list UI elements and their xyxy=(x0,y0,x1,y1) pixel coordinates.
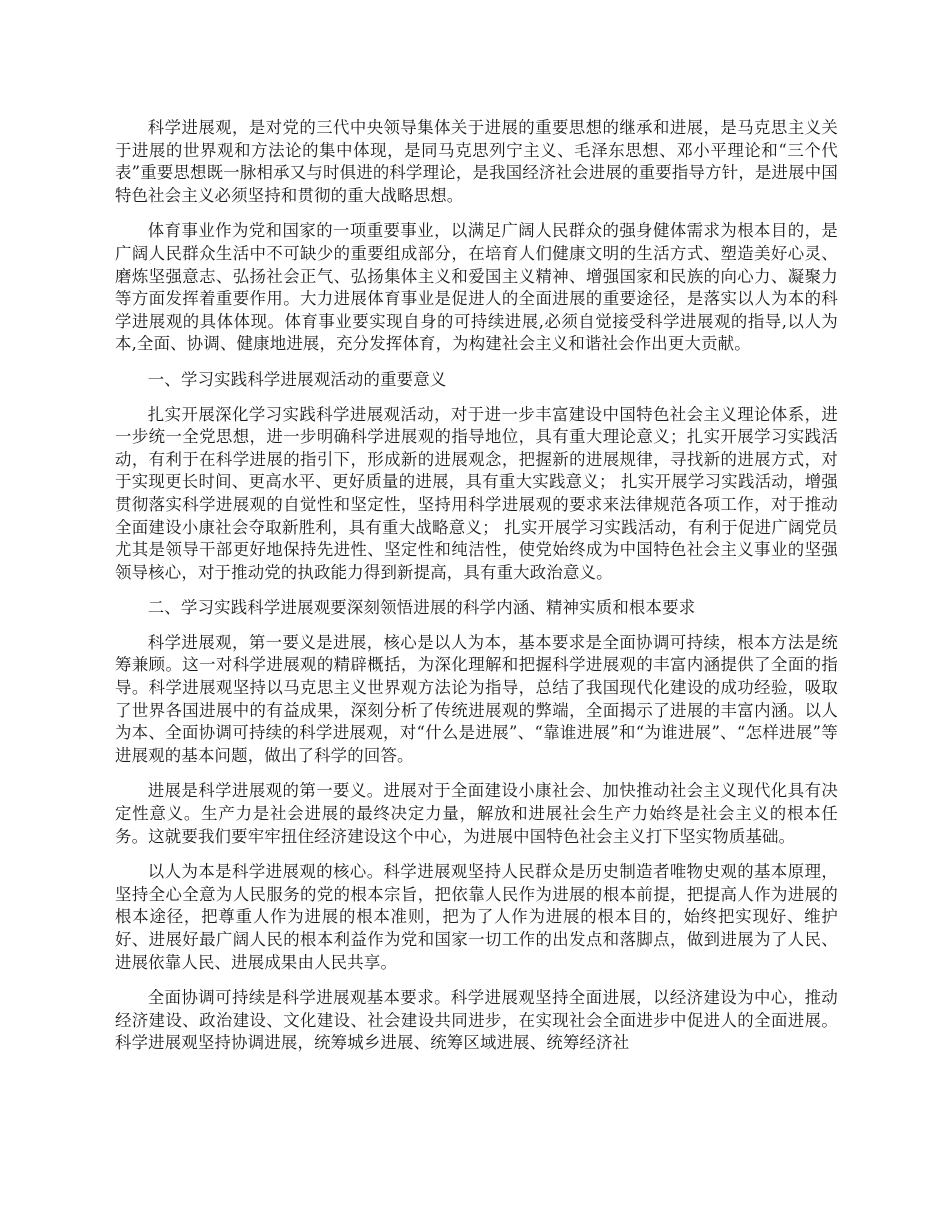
paragraph-sports-career: 体育事业作为党和国家的一项重要事业，以满足广阔人民群众的强身健体需求为根本目的，是广阔人民群众生活中不可缺少的重要组成部分，在培育人们健康文明的生活方式、塑造美好心灵、磨炼坚强意志、弘扬社会正气、弘扬集体主义和爱国主义精神、增强国家和民族的向心力、凝聚力等方面发挥着重要作用。大力进展体育事业是促进人的全面进展的重要途径，是落实以人为本的科学进展观的具体体现。体育事业要实现自身的可持续进展,必须自觉接受科学进展观的指导,以人为本,全面、协调、健康地进展，充分发挥体育，为构建社会主义和谐社会作出更大贡献。 xyxy=(115,221,838,354)
paragraph-significance: 扎实开展深化学习实践科学进展观活动，对于进一步丰富建设中国特色社会主义理论体系，进一步统一全党思想，进一步明确科学进展观的指导地位，具有重大理论意义；扎实开展学习实践活动，有利于在科学进展的指引下，形成新的进展观念，把握新的进展规律，寻找新的进展方式，对于实现更长时间、更高水平、更好质量的进展，具有重大实践意义； 扎实开展学习实践活动，增强贯彻落实科学进展观的自觉性和坚定性，坚持用科学进展观的要求来法律规范各项工作，对于推动全面建设小康社会夺取新胜利，具有重大战略意义； 扎实开展学习实践活动，有利于促进广阔党员尤其是领导干部更好地保持先进性、坚定性和纯洁性，使党始终成为中国特色社会主义事业的坚强领导核心，对于推动党的执政能力得到新提高，具有重大政治意义。 xyxy=(115,404,838,582)
paragraph-comprehensive: 全面协调可持续是科学进展观基本要求。科学进展观坚持全面进展，以经济建设为中心，推动经济建设、政治建设、文化建设、社会建设共同进步，在实现社会全面进步中促进人的全面进展。科学进展观坚持协调进展，统筹城乡进展、统筹区域进展、统筹经济社 xyxy=(115,988,838,1053)
section-heading-2: 二、学习实践科学进展观要深刻领悟进展的科学内涵、精神实质和根本要求 xyxy=(147,598,696,618)
paragraph-connotation: 科学进展观，第一要义是进展，核心是以人为本，基本要求是全面协调可持续，根本方法是统筹兼顾。这一对科学进展观的精辟概括，为深化理解和把握科学进展观的丰富内涵提供了全面的指导。科学进展观坚持以马克思主义世界观方法论为指导，总结了我国现代化建设的成功经验，吸取了世界各国进展中的有益成果，深刻分析了传统进展观的弊端，全面揭示了进展的丰富内涵。以人为本、全面协调可持续的科学进展观，对“什么是进展”、“靠谁进展”和“为谁进展”、“怎样进展”等进展观的基本问题，做出了科学的回答。 xyxy=(115,632,838,765)
section-heading-1: 一、学习实践科学进展观活动的重要意义 xyxy=(147,369,447,389)
paragraph-intro: 科学进展观，是对党的三代中央领导集体关于进展的重要思想的继承和进展，是马克思主义关于进展的世界观和方法论的集中体现，是同马克思列宁主义、毛泽东思想、邓小平理论和“三个代表”重要思想既一脉相承又与时俱进的科学理论，是我国经济社会进展的重要指导方针，是进展中国特色社会主义必须坚持和贯彻的重大战略思想。 xyxy=(115,118,838,205)
paragraph-development: 进展是科学进展观的第一要义。进展对于全面建设小康社会、加快推动社会主义现代化具有决定性意义。生产力是社会进展的最终决定力量，解放和进展社会生产力始终是社会主义的根本任务。这就要我们要牢牢扭住经济建设这个中心，为进展中国特色社会主义打下坚实物质基础。 xyxy=(115,781,838,846)
paragraph-people-oriented: 以人为本是科学进展观的核心。科学进展观坚持人民群众是历史制造者唯物史观的基本原理，坚持全心全意为人民服务的党的根本宗旨，把依靠人民作为进展的根本前提，把提高人作为进展的根本途径，把尊重人作为进展的根本准则，把为了人作为进展的根本目的，始终把实现好、维护好、进展好最广阔人民的根本利益作为党和国家一切工作的出发点和落脚点，做到进展为了人民、进展依靠人民、进展成果由人民共享。 xyxy=(115,862,838,972)
